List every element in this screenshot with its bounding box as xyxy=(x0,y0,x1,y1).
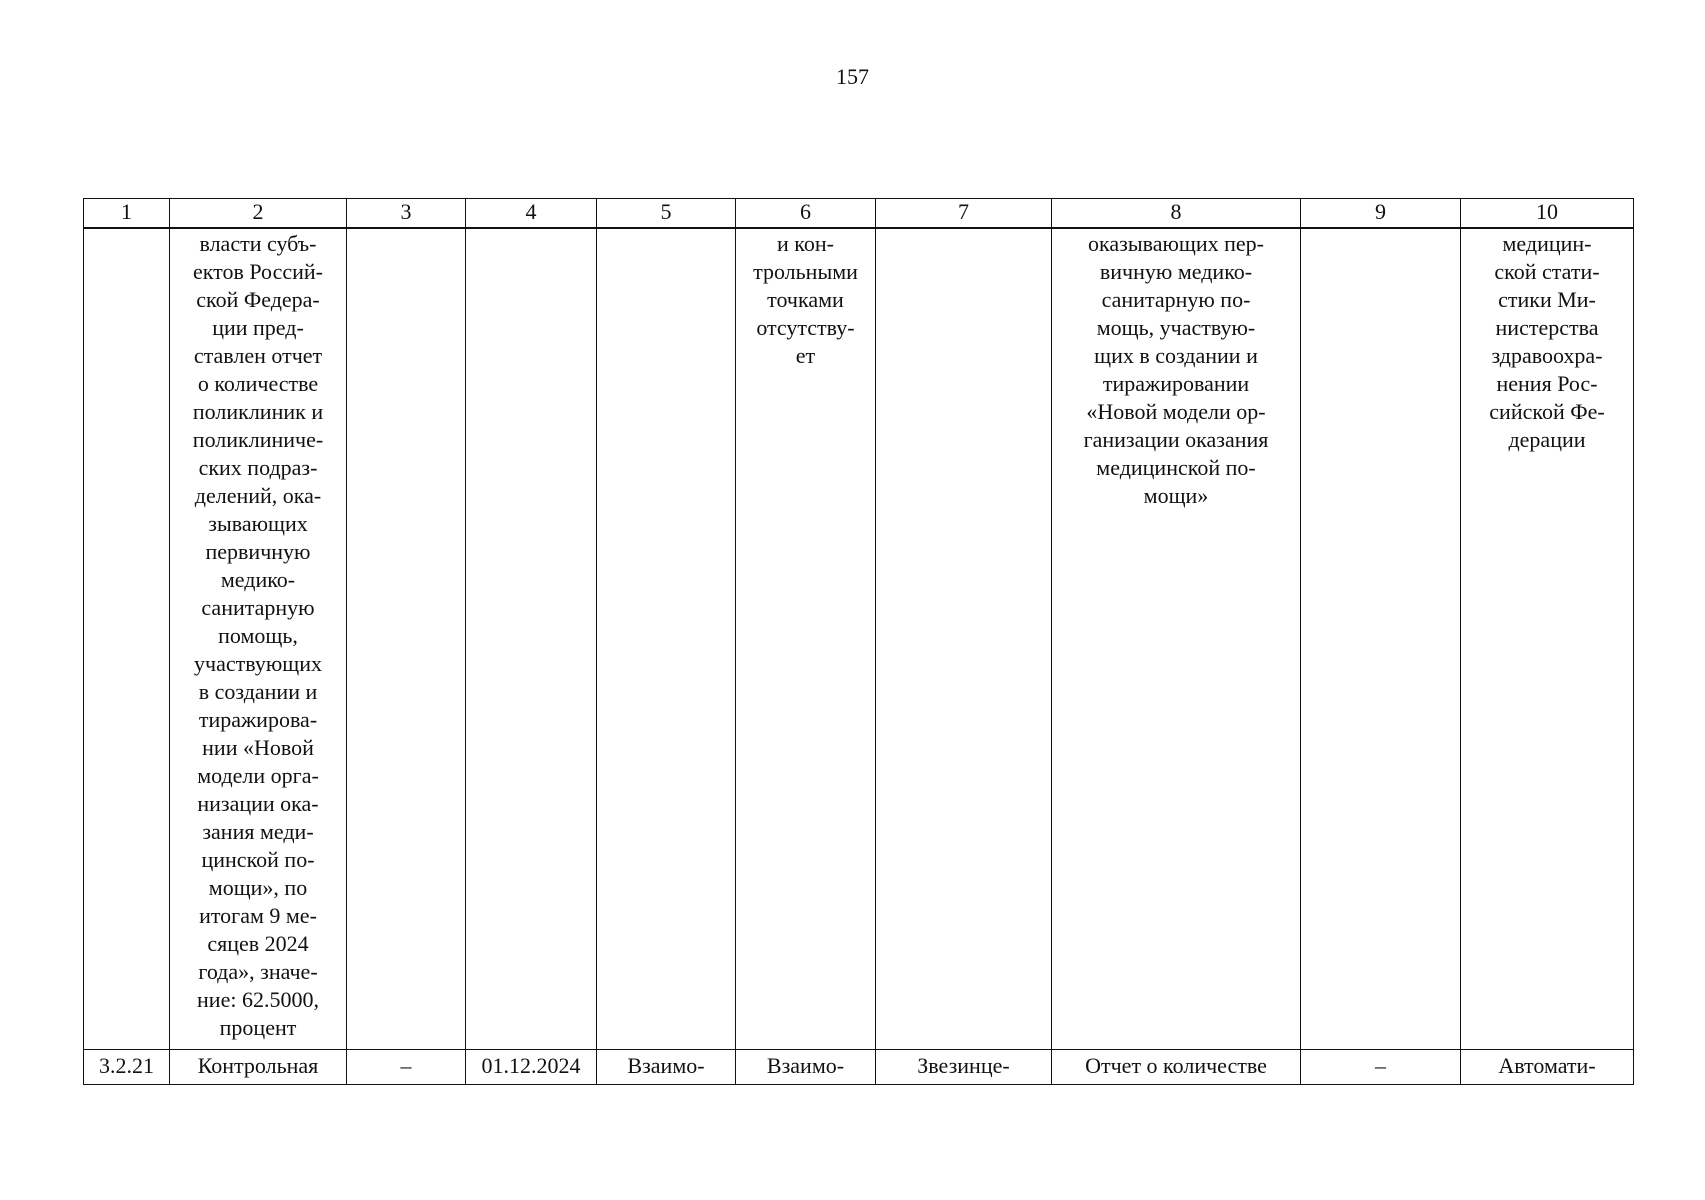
page-number: 157 xyxy=(836,64,869,89)
table-cell: Отчет о количестве xyxy=(1052,1050,1301,1085)
column-number: 4 xyxy=(466,199,597,229)
table-cell: – xyxy=(1301,1050,1461,1085)
table-cell: – xyxy=(347,1050,466,1085)
column-number: 5 xyxy=(597,199,736,229)
table-cell: власти субъ- ектов Россий- ской Федера- ции пред- ставлен отчет о количестве поликлиник и поликлиниче- ских подраз- делений, ока- зывающих первичную медико- санитарную помощь, участвующих в создании и тиражирова- нии «Новой модели орга- низации ока- зания меди- цинской по- мощи», по итогам 9 ме- сяцев 2024 года», значе- ние: 62.5000, процент xyxy=(170,228,347,1050)
column-number: 7 xyxy=(876,199,1052,229)
column-numbers-row xyxy=(84,199,1634,229)
plan-table xyxy=(83,198,1634,1085)
table-cell xyxy=(876,228,1052,1050)
table-cell: 01.12.2024 xyxy=(466,1050,597,1085)
table-cell: оказывающих пер- вичную медико- санитарную по- мощь, участвую- щих в создании и тиражировании «Новой модели ор- ганизации оказания медицинской по- мощи» xyxy=(1052,228,1301,1050)
table-cell: Автомати- xyxy=(1461,1050,1634,1085)
table-row xyxy=(84,228,1634,1050)
column-number: 9 xyxy=(1301,199,1461,229)
column-number: 10 xyxy=(1461,199,1634,229)
table-cell xyxy=(347,228,466,1050)
column-number: 3 xyxy=(347,199,466,229)
table-cell: Звезинце- xyxy=(876,1050,1052,1085)
table-cell xyxy=(84,228,170,1050)
table-cell xyxy=(466,228,597,1050)
table-cell: 3.2.21 xyxy=(84,1050,170,1085)
table-cell: и кон- трольными точками отсутству- ет xyxy=(736,228,876,1050)
column-number: 2 xyxy=(170,199,347,229)
column-number: 6 xyxy=(736,199,876,229)
table-cell: Контрольная xyxy=(170,1050,347,1085)
table-cell: медицин- ской стати- стики Ми- нистерства здравоохра- нения Рос- сийской Фе- дерации xyxy=(1461,228,1634,1050)
table-cell xyxy=(1301,228,1461,1050)
table-cell: Взаимо- xyxy=(597,1050,736,1085)
table-cell xyxy=(597,228,736,1050)
table-row xyxy=(84,1050,1634,1085)
column-number: 1 xyxy=(84,199,170,229)
column-number: 8 xyxy=(1052,199,1301,229)
table-cell: Взаимо- xyxy=(736,1050,876,1085)
